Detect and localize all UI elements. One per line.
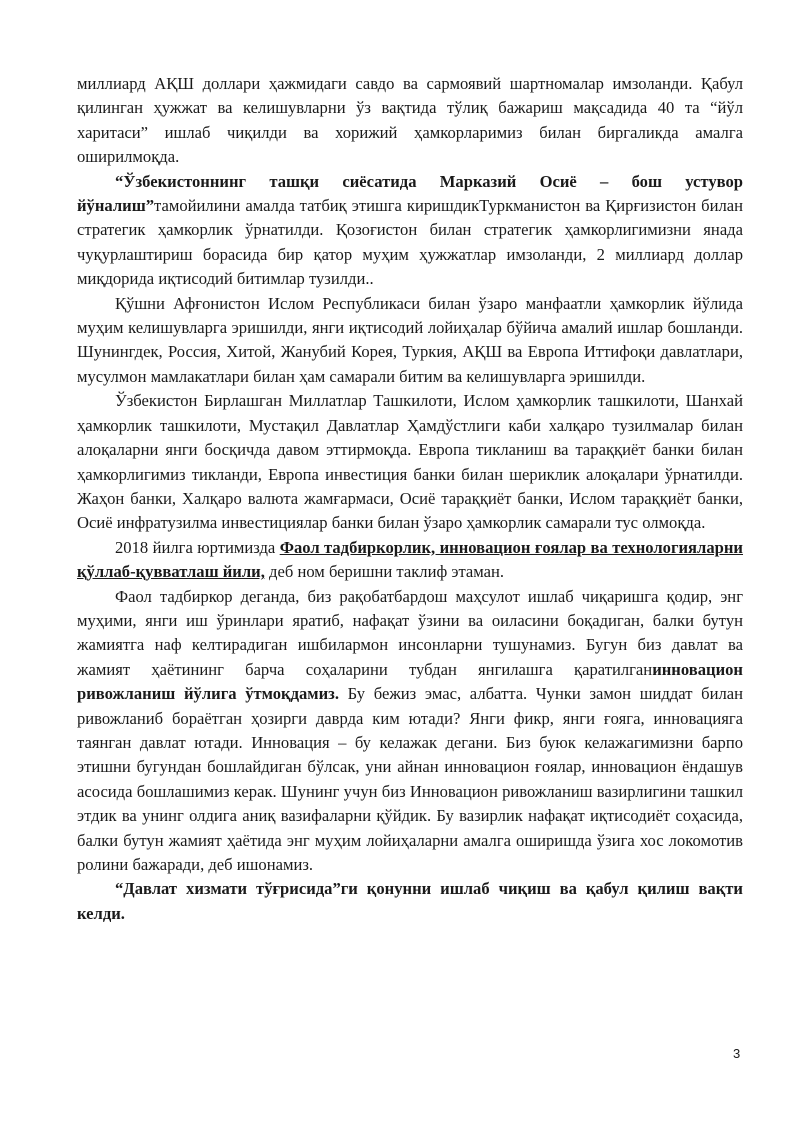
paragraph bbox=[77, 536, 743, 585]
bold-underlined-text-run: Фаол тадбиркорлик, инновацион ғоялар ва технологияларни қўллаб-қувватлаш йили, bbox=[77, 537, 743, 582]
paragraph bbox=[77, 170, 743, 292]
paragraph bbox=[77, 877, 743, 926]
document-body bbox=[77, 72, 743, 926]
text-run: Қўшни Афғонистон Ислом Республикаси билан ўзаро манфаатли ҳамкорлик йўлида муҳим келишувларга эришилди, янги иқтисодий лойиҳалар бўйича амалий ишлар бошланди. Шунингдек, Россия, Хитой, Жанубий Корея, Туркия, АҚШ ва Европа Иттифоқи давлатлари, мусулмон мамлакатлари билан ҳам самарали битим ва келишувларга эришилди. bbox=[77, 293, 743, 386]
text-run: Фаол тадбиркор деганда, биз рақобатбардош маҳсулот ишлаб чиқаришга қодир, энг муҳими, янги иш ўринлари яратиб, нафақат ўзини ва оиласини боқадиган, балки бутун жамиятга наф келтирадиган ишбилармон инсонларни тушунамиз. Бугун биз давлат ва жамият ҳаётининг барча соҳаларини тубдан янгилашга қаратилган bbox=[77, 586, 743, 679]
text-run: деб ном беришни таклиф этаман. bbox=[264, 562, 505, 582]
paragraph bbox=[77, 292, 743, 390]
page-number: 3 bbox=[733, 1046, 741, 1061]
paragraph bbox=[77, 585, 743, 878]
text-run: Бу бежиз эмас, албатта. Чунки замон шиддат билан ривожланиб бораётган ҳозирги даврда ким ютади? Янги фикр, янги ғояга, инновацияга таянган давлат ютади. Инновация – бу келажак дегани. Биз буюк келажагимизни барпо этишни бугундан бошлайдиган бўлсак, уни айнан инновацион ғоялар, инновацион ёндашув асосида бошлашимиз керак. Шунинг учун биз Инновацион ривожланиш вазирлигини ташкил этдик ва унинг олдига аниқ вазифаларни қўйдик. Бу вазирлик нафақат иқтисодиёт соҳасида, балки бутун жамият ҳаётида энг муҳим лойиҳаларни амалга оширишда ўзига хос локомотив ролини бажаради, деб ишонамиз. bbox=[77, 684, 743, 874]
text-run: тамойилини амалда татбиқ этишга киришдикТуркманистон ва Қирғизистон билан стратегик ҳамкорлик ўрнатилди. Қозоғистон билан стратегик ҳамкорлигимизни янада чуқурлаштириш борасида бир қатор муҳим ҳужжатлар имзоланди, 2 миллиард доллар миқдорида иқтисодий битимлар тузилди.. bbox=[77, 196, 743, 289]
text-run: Ўзбекистон Бирлашган Миллатлар Ташкилоти, Ислом ҳамкорлик ташкилоти, Шанхай ҳамкорлик ташкилоти, Мустақил Давлатлар Ҳамдўстлиги каби халқаро тузилмалар билан алоқаларни янги босқичда давом эттирмоқда. Европа тикланиш ва тараққиёт банки билан ҳамкорлигимиз тикланди, Европа инвестиция банки билан шериклик алоқалари ўрнатилди. Жаҳон банки, Халқаро валюта жамғармаси, Осиё тараққиёт банки, Ислом тараққиёт банки, Осиё инфратузилма инвестициялар банки билан ўзаро ҳамкорлик самарали тус олмоқда. bbox=[77, 391, 743, 533]
text-run: миллиард АҚШ доллари ҳажмидаги савдо ва сармоявий шартномалар имзоланди. Қабул қилинган ҳужжат ва келишувларни ўз вақтида тўлиқ бажариш мақсадида 40 та “йўл харитаси” ишлаб чиқилди ва хорижий ҳамкорларимиз билан биргаликда амалга оширилмоқда. bbox=[77, 74, 743, 167]
paragraph bbox=[77, 72, 743, 170]
bold-text-run: “Ўзбекистоннинг ташқи сиёсатида Марказий Осиё – бош устувор йўналиш” bbox=[77, 171, 743, 216]
bold-text-run: инновацион ривожланиш йўлига ўтмоқдамиз. bbox=[77, 659, 743, 704]
text-run: 2018 йилга юртимизда bbox=[115, 537, 280, 557]
paragraph bbox=[77, 389, 743, 535]
bold-text-run: “Давлат хизмати тўғрисида”ги қонунни ишлаб чиқиш ва қабул қилиш вақти келди. bbox=[77, 879, 743, 923]
